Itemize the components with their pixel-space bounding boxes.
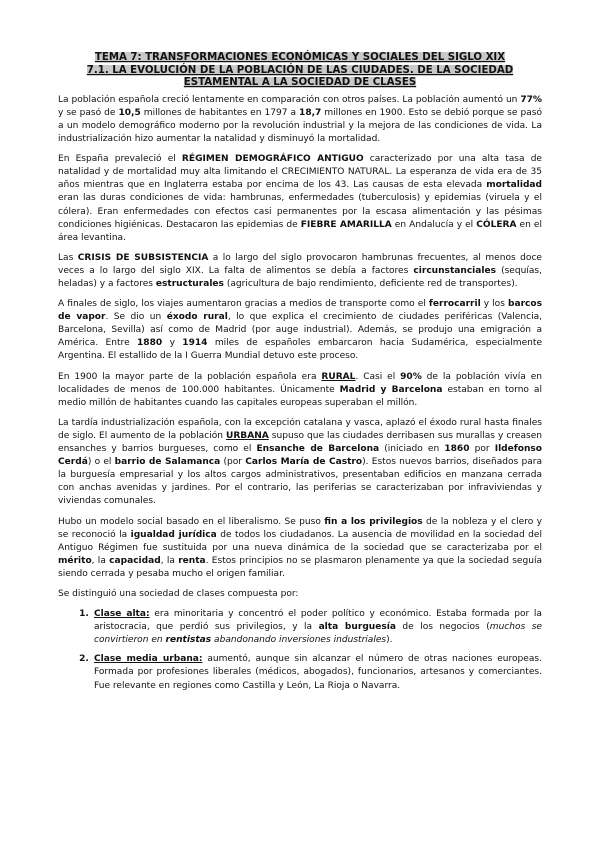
- title-line-1: TEMA 7: TRANSFORMACIONES ECONÓMICAS Y SOCIALES DEL SIGLO XIX: [94, 52, 506, 63]
- paragraph-class-society-intro: Se distinguió una sociedad de clases compuesta por:: [58, 588, 299, 599]
- title-line-3: ESTAMENTAL A LA SOCIEDAD DE CLASES: [183, 77, 417, 89]
- paragraph-rural-population: En 1900 la mayor parte de la población española era RURAL. Casi el 90% de la población vivía en localidades de menos de 100.000 habitantes. Únicamente Madrid y Barcelona estaban en torno al medio millón de habitantes cuando las capitales europeas superaban el millón.: [58, 371, 542, 408]
- list-item-upper-class: 1. Clase alta: era minoritaria y concentró el poder político y económico. Estaba formada por la aristocracia, que perdió sus privilegios, y la alta burguesía de los negocios (muchos se convirtieron en rentistas abandonando inversiones industriales).: [92, 608, 542, 647]
- document-page: [58, 52, 542, 699]
- paragraph-old-demographic-regime: En España prevaleció el RÉGIMEN DEMOGRÁFICO ANTIGUO caracterizado por una alta tasa de natalidad y de mortalidad muy alta limitando el CRECIMIENTO NATURAL. La esperanza de vida era de 35 años mientras que en Inglaterra estaba por encima de los 43. Las causas de esta elevada mortalidad eran las duras condiciones de vida: hambrunas, enfermedades (tuberculosis) y epidemias (viruela y el cólera). Eran enfermedades con efectos casi permanentes por la escasa alimentación y las pésimas condiciones higiénicas. Destacaron las epidemias de FIEBRE AMARILLA en Andalucía y el CÓLERA en el área levantina.: [58, 154, 542, 243]
- list-item-urban-middle-class: 2. Clase media urbana: aumentó, aunque sin alcanzar el número de otras naciones europeas. Formada por profesiones liberales (médicos, abogados), funcionarios, artesanos y comerciantes. Fue relevante en regiones como Castilla y León, La Rioja o Navarra.: [92, 653, 542, 692]
- paragraph-population-growth: La población española creció lentamente en comparación con otros países. La población aumentó un 77% y se pasó de 10,5 millones de habitantes en 1797 a 18,7 millones en 1900. Esto se debió porque se pasó a un modelo demográfico moderno por la revolución industrial y la mejora de las condiciones de vida. La industrialización hizo aumentar la natalidad y disminuyó la mortalidad.: [58, 94, 542, 145]
- paragraph-liberal-society: Hubo un modelo social basado en el liberalismo. Se puso fin a los privilegios de la nobleza y el clero y se reconoció la igualdad jurídica de todos los ciudadanos. La ausencia de movilidad en la sociedad del Antiguo Régimen fue sustituida por una nueva dinámica de la sociedad que se caracterizaba por el mérito, la capacidad, la renta. Estos principios no se plasmaron plenamente ya que la sociedad seguía siendo cerrada y pesaba mucho el origen familiar.: [58, 516, 543, 579]
- paragraph-rural-exodus: A finales de siglo, los viajes aumentaron gracias a medios de transporte como el ferrocarril y los barcos de vapor. Se dio un éxodo rural, lo que explica el crecimiento de ciudades periféricas (Valencia, Barcelona, Sevilla) así como de Madrid (por auge industrial). Además, se produjo una emigración a América. Entre 1880 y 1914 miles de españoles embarcaron hacia Sudamérica, especialmente Argentina. El estallido de la I Guerra Mundial detuvo este proceso.: [58, 299, 543, 362]
- title-line-2: 7.1. LA EVOLUCIÓN DE LA POBLACIÓN DE LAS CIUDADES. DE LA SOCIEDAD: [86, 64, 514, 76]
- social-classes-list: [58, 608, 542, 693]
- paragraph-urban-growth: La tardía industrialización española, con la excepción catalana y vasca, aplazó el éxodo rural hasta finales de siglo. El aumento de la población URBANA supuso que las ciudades derribasen sus murallas y creasen ensanches y barrios burgueses, como el Ensanche de Barcelona (iniciado en 1860 por Ildefonso Cerdá) o el barrio de Salamanca (por Carlos María de Castro). Estos nuevos barrios, diseñados para la burguesía empresarial y los altos cargos administrativos, presentaban edificios en manzana cerrada con anchas avenidas y jardines. Por el contrario, las periferias se caracterizaban por infraviviendas y viviendas comunales.: [58, 417, 543, 507]
- document-title: [58, 52, 542, 90]
- paragraph-subsistence-crisis: Las CRISIS DE SUBSISTENCIA a lo largo del siglo provocaron hambrunas frecuentes, al menos doce veces a lo largo del siglo XIX. La falta de alimentos se debía a factores circunstanciales (sequías, heladas) y a factores estructurales (agricultura de bajo rendimiento, deficiente red de transportes).: [58, 252, 542, 289]
